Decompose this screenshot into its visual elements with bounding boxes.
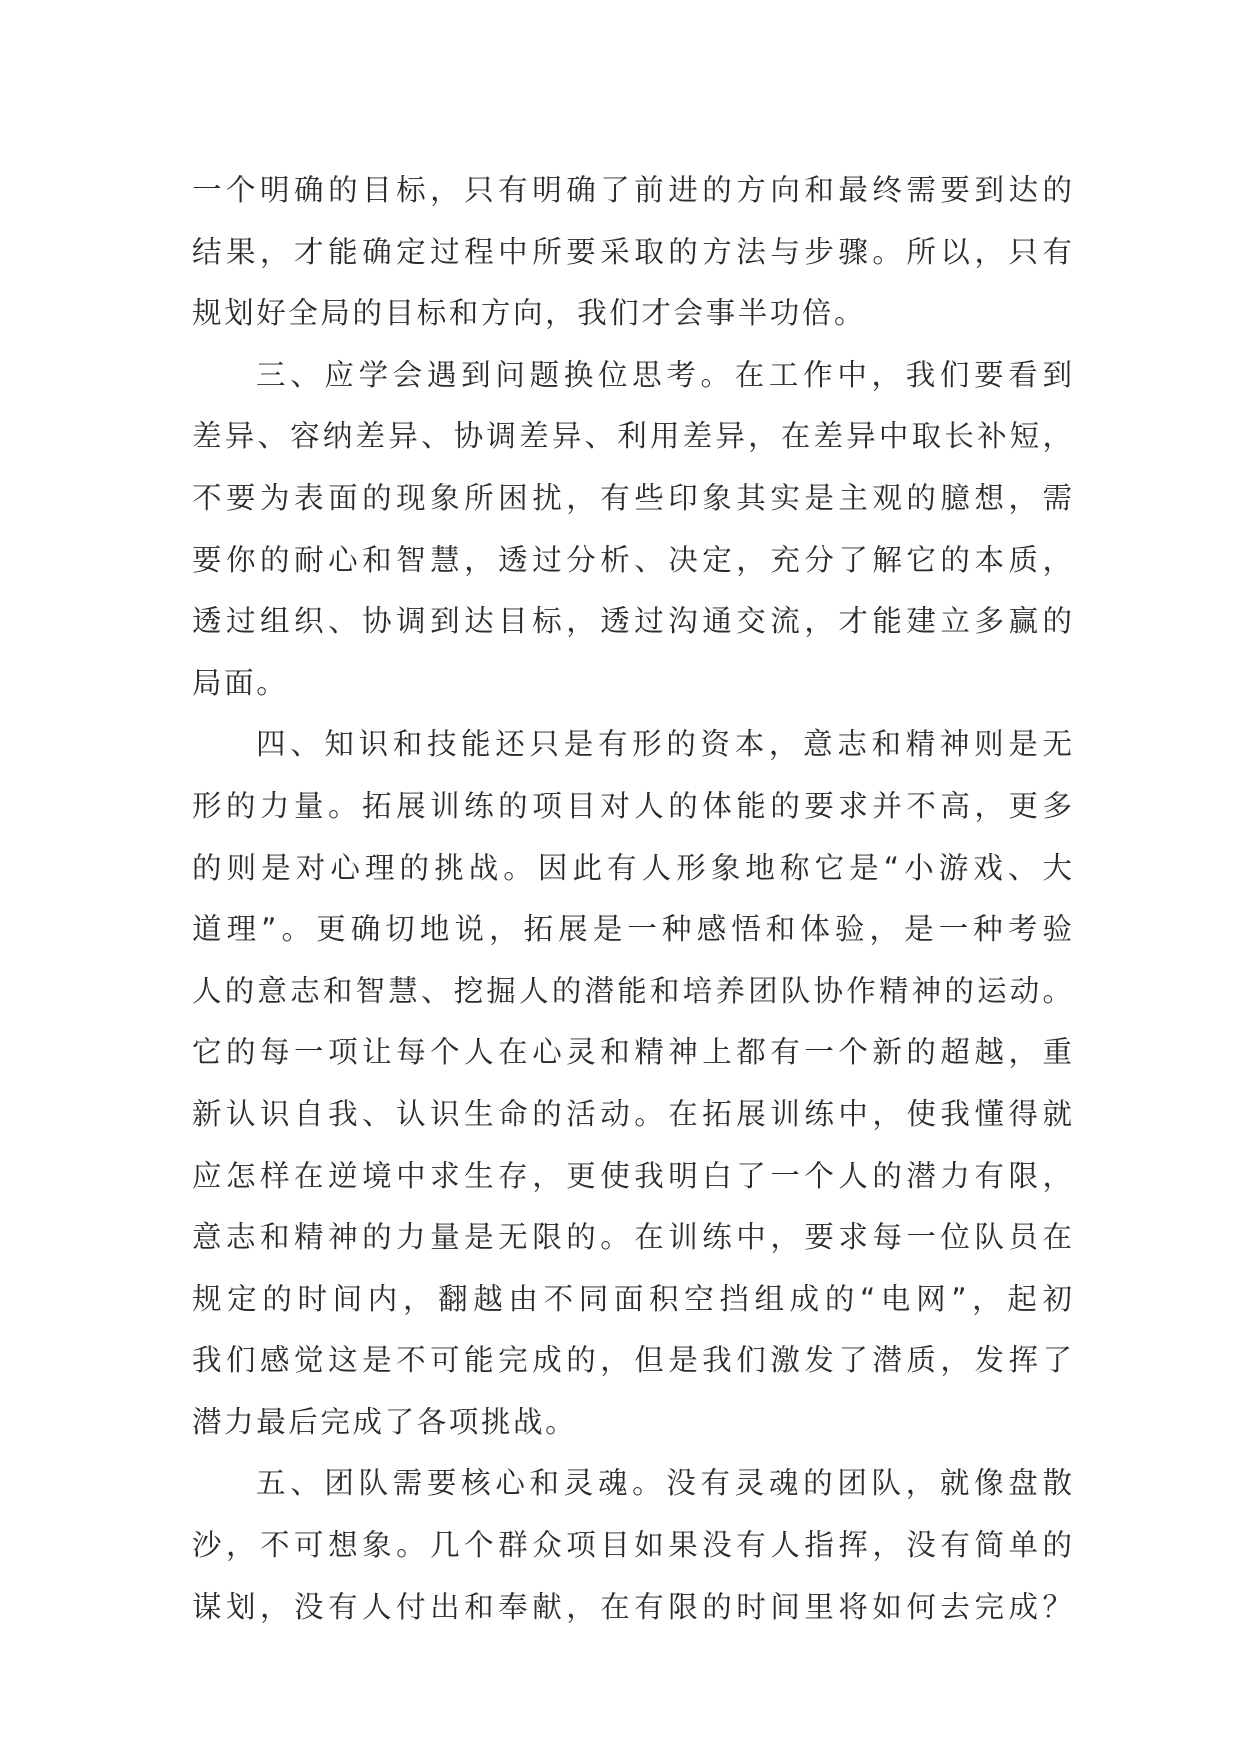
text-line: 意志和精神的力量是无限的。在训练中，要求每一位队员在: [192, 1220, 1072, 1255]
text-line: 形的力量。拓展训练的项目对人的体能的要求并不高，更多: [192, 788, 1072, 823]
text-line: 四、知识和技能还只是有形的资本，意志和精神则是无: [256, 727, 1072, 762]
text-line: 我们感觉这是不可能完成的，但是我们激发了潜质，发挥了: [192, 1343, 1072, 1378]
text-line: 规定的时间内，翻越由不同面积空挡组成的“电网”，起初: [192, 1281, 1072, 1316]
text-line: 谋划，没有人付出和奉献，在有限的时间里将如何去完成？: [192, 1589, 1072, 1624]
text-line: 新认识自我、认识生命的活动。在拓展训练中，使我懂得就: [192, 1096, 1072, 1131]
text-line: 的则是对心理的挑战。因此有人形象地称它是“小游戏、大: [192, 850, 1072, 885]
text-line: 透过组织、协调到达目标，透过沟通交流，才能建立多赢的: [192, 604, 1072, 639]
text-line: 差异、容纳差异、协调差异、利用差异，在差异中取长补短，: [192, 419, 1072, 454]
text-line: 三、应学会遇到问题换位思考。在工作中，我们要看到: [256, 357, 1072, 392]
text-line: 应怎样在逆境中求生存，更使我明白了一个人的潜力有限，: [192, 1158, 1072, 1193]
text-line: 一个明确的目标，只有明确了前进的方向和最终需要到达的: [192, 173, 1072, 207]
text-line: 人的意志和智慧、挖掘人的潜能和培养团队协作精神的运动。: [192, 973, 1072, 1008]
text-line: 结果，才能确定过程中所要采取的方法与步骤。所以，只有: [192, 234, 1072, 269]
body-text: [192, 160, 1072, 1638]
text-line: 不要为表面的现象所困扰，有些印象其实是主观的臆想，需: [192, 480, 1072, 515]
text-line: 它的每一项让每个人在心灵和精神上都有一个新的超越，重: [192, 1035, 1072, 1070]
text-line: 五、团队需要核心和灵魂。没有灵魂的团队，就像盘散: [256, 1466, 1072, 1501]
text-line: 要你的耐心和智慧，透过分析、决定，充分了解它的本质，: [192, 542, 1072, 577]
text-line: 道理”。更确切地说，拓展是一种感悟和体验，是一种考验: [192, 912, 1072, 947]
text-line: 规划好全局的目标和方向，我们才会事半功倍。: [192, 296, 867, 331]
text-line: 局面。: [192, 665, 289, 700]
text-line: 沙，不可想象。几个群众项目如果没有人指挥，没有简单的: [192, 1528, 1072, 1563]
text-line: 潜力最后完成了各项挑战。: [192, 1404, 578, 1439]
